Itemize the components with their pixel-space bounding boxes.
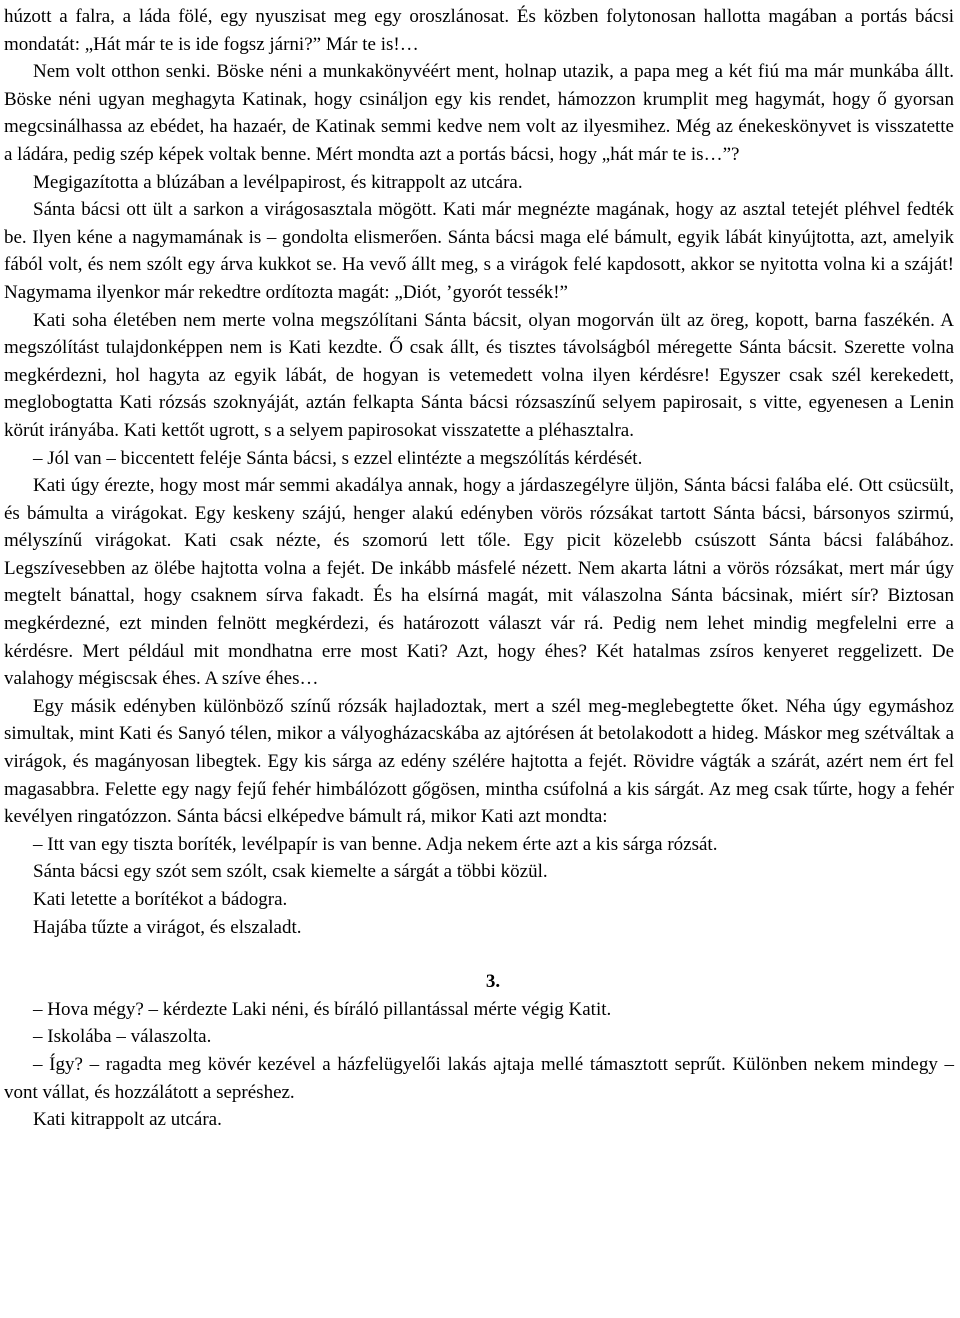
dialogue-line: – Így? – ragadta meg kövér kezével a házfelügyelői lakás ajtaja mellé támasztott seprűt. Különben nekem mindegy – vont vállat, és hozzálátott a sepréshez. xyxy=(4,1053,954,1103)
paragraph: Megigazította a blúzában a levélpapirost, és kitrappolt az utcára. xyxy=(33,171,523,193)
paragraph: Kati kitrappolt az utcára. xyxy=(33,1109,222,1131)
paragraph: Sánta bácsi ott ült a sarkon a virágosasztala mögött. Kati már megnézte magának, hogy az asztal tetejét pléhvel fedték be. Ilyen kéne a nagymamának is – gondolta elismerően. Sánta bácsi maga elé bámult, egyik lábát kinyújtotta, azt, amelyik fából volt, és nem szólt egy árva kukkot se. Ha vevő állt meg, s a virágok felé kapdosott, akkor se nyitotta volna ki a száját! Nagymama ilyenkor már rekedtre ordítozta magát: „Diót, ’gyorót tessék!” xyxy=(4,199,954,303)
paragraph: Egy másik edényben különböző színű rózsák hajladoztak, mert a szél meg-meglebegtette őket. Néha úgy egymáshoz simultak, mint Kati és Sanyó télen, mikor a vályogházacskába az ajtórésen át betolakodott a hideg. Máskor meg szétváltak a virágok, és magányosan libegtek. Egy kis sárga az edény szélére hajtotta a fejét. Rövidre vágták a szárát, azért nem ért fel magasabbra. Felette egy nagy fejű fehér himbálózott gőgösen, mintha csúfolná a kis sárgát. Az meg csak tűrte, hogy a fehér kevélyen ringatózzon. Sánta bácsi elképedve bámult rá, mikor Kati azt mondta: xyxy=(4,695,954,828)
section-heading: 3. xyxy=(485,971,501,993)
paragraph: Sánta bácsi egy szót sem szólt, csak kiemelte a sárgát a többi közül. xyxy=(33,861,548,883)
dialogue-line: – Jól van – biccentett feléje Sánta bácsi, s ezzel elintézte a megszólítás kérdését. xyxy=(33,447,643,469)
paragraph: Nem volt otthon senki. Böske néni a munkakönyvéért ment, holnap utazik, a papa meg a két fiú ma már munkába állt. Böske néni ugyan meghagyta Katinak, hogy csináljon egy kis rendet, hámozzon krumplit meg hagymát, hogy ő gyorsan megcsinálhassa az ebédet, ha hazaér, de Katinak semmi kedve nem volt az ilyesmihez. Még az énekeskönyvet is visszatette a ládára, pedig szép képek voltak benne. Mért mondta azt a portás bácsi, hogy „hát már te is…”? xyxy=(4,61,954,165)
paragraph: Kati soha életében nem merte volna megszólítani Sánta bácsit, olyan mogorván ült az öreg, kopott, barna faszékén. A megszólítást tulajdonképpen nem is Kati kezdte. Ő csak állt, és tisztes távolságból méregette Sánta bácsit. Szerette volna megkérdezni, hol hagyta az egyik lábát, de hogyan is vetemedett volna ilyen kérdésre! Egyszer csak szél kerekedett, meglobogtatta Kati rózsás szoknyáját, aztán felkapta Sánta bácsi rózsaszínű selyem papirosait, s vitte, egyenesen a Lenin körút irányába. Kati kettőt ugrott, s a selyem papirosokat visszatette a pléhasztalra. xyxy=(4,309,954,441)
document-page xyxy=(4,3,954,1134)
dialogue-line: – Itt van egy tiszta boríték, levélpapír is van benne. Adja nekem érte azt a kis sárga rózsát. xyxy=(33,833,718,855)
paragraph: húzott a falra, a láda fölé, egy nyuszisat meg egy oroszlánosat. És közben folytonosan hallotta magában a portás bácsi mondatát: „Hát már te is ide fogsz járni?” Már te is!… xyxy=(4,6,954,55)
section-spacer xyxy=(4,941,954,968)
paragraph: Hajába tűzte a virágot, és elszaladt. xyxy=(33,916,302,938)
paragraph: Kati letette a borítékot a bádogra. xyxy=(33,889,288,910)
paragraph: Kati úgy érezte, hogy most már semmi akadálya annak, hogy a járdaszegélyre üljön, Sánta bácsi falába elé. Ott csücsült, és bámulta a virágokat. Egy keskeny szájú, henger alakú edényben vörös rózsákat tartott Sánta bácsi, bársonyos szirmú, mélyszínű virágokat. Kati csak nézte, és szomorú lett tőle. Egy picit közelebb csúszott Sánta bácsi falábához. Legszívesebben az ölébe hajtotta volna a fejét. De inkább másfelé nézett. Nem akarta látni a vörös rózsákat, mert már úgy megtelt bánattal, hogy csaknem sírva fakadt. És ha elsírná magát, mit válaszolna Sánta bácsinak, miért sír? Biztosan megkérdezné, ezt minden felnött megkérdezi, és határozott választ vár rá. Pedig nem lehet mindig megfelelni erre a kérdésre. Mert például mit mondhatna erre most Kati? Azt, hogy éhes? Két hatalmas zsíros kenyeret reggelizett. De valahogy mégiscsak éhes. A szíve éhes… xyxy=(4,475,954,690)
dialogue-line: – Hova mégy? – kérdezte Laki néni, és bíráló pillantással mérte végig Katit. xyxy=(33,998,612,1020)
dialogue-line: – Iskolába – válaszolta. xyxy=(33,1026,212,1048)
